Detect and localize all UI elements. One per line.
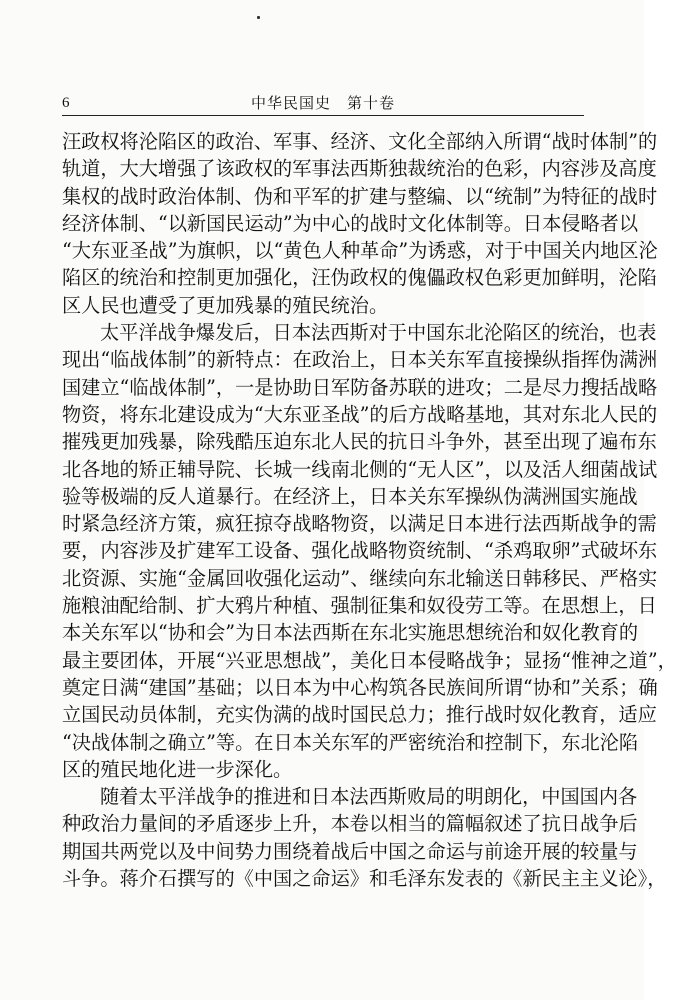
body-line: 北资源、实施“金属回收强化运动”、继续向东北输送日韩移民、严格实 <box>62 566 658 590</box>
body-line: 时紧急经济方策，疯狂掠夺战略物资，以满足日本进行法西斯战争的需 <box>62 512 657 536</box>
body-line: 北各地的矫正辅导院、长城一线南北侧的“无人区”，以及活人细菌战试 <box>62 457 658 481</box>
body-line: 立国民动员体制，充实伪满的战时国民总力；推行战时奴化教育，适应 <box>62 703 657 727</box>
running-title: 中华民国史 第十卷 <box>250 94 395 112</box>
page-header <box>62 93 584 119</box>
body-line: 汪政权将沦陷区的政治、军事、经济、文化全部纳入所谓“战时体制”的 <box>62 130 658 153</box>
body-line: 国建立“临战体制”，一是协助日军防备苏联的进攻；二是尽力搜括战略 <box>62 375 658 399</box>
body-line: 区的殖民地化进一步深化。 <box>62 757 293 781</box>
body-line: 斗争。蒋介石撰写的《中国之命运》和毛泽东发表的《新民主主义论》， <box>62 867 667 891</box>
body-line: 太平洋战争爆发后，日本法西斯对于中国东北沦陷区的统治，也表 <box>100 321 657 345</box>
body-line: 施粮油配给制、扩大鸦片种植、强制征集和奴役劳工等。在思想上，日 <box>62 594 657 618</box>
body-line: 随着太平洋战争的推进和日本法西斯败局的明朗化，中国国内各 <box>100 785 638 809</box>
body-line: 种政治力量间的矛盾逐步上升，本卷以相当的篇幅叙述了抗日战争后 <box>62 812 638 836</box>
body-line: 区人民也遭受了更加残暴的殖民统治。 <box>62 293 389 317</box>
body-line: 陷区的统治和控制更加强化，汪伪政权的傀儡政权色彩更加鲜明，沦陷 <box>62 266 657 290</box>
body-line: 期国共两党以及中间势力围绕着战后中国之命运与前途开展的较量与 <box>62 839 638 863</box>
body-line: 验等极端的反人道暴行。在经济上，日本关东军操纵伪满洲国实施战 <box>62 484 638 508</box>
body-line: 摧残更加残暴，除残酷压迫东北人民的抗日斗争外，甚至出现了遍布东 <box>62 430 657 454</box>
body-line: “大东亚圣战”为旗帜，以“黄色人种革命”为诱惑，对于中国关内地区沦 <box>62 239 658 263</box>
body-line: 本关东军以“协和会”为日本法西斯在东北实施思想统治和奴化教育的 <box>62 621 639 645</box>
body-line: 经济体制、“以新国民运动”为中心的战时文化体制等。日本侵略者以 <box>62 211 639 235</box>
body-line: 轨道，大大增强了该政权的军事法西斯独裁统治的色彩，内容涉及高度 <box>62 157 657 181</box>
body-line: 要，内容涉及扩建军工设备、强化战略物资统制、“杀鸡取卵”式破坏东 <box>62 539 658 563</box>
page-number: 6 <box>62 95 70 111</box>
body-line: 现出“临战体制”的新特点：在政治上，日本关东军直接操纵指挥伪满洲 <box>62 348 658 372</box>
body-text <box>62 128 677 892</box>
body-line: 物资，将东北建设成为“大东亚圣战”的后方战略基地，其对东北人民的 <box>62 402 658 426</box>
body-line: 奠定日满“建国”基础；以日本为中心构筑各民族间所谓“协和”关系；确 <box>62 675 658 699</box>
header-rule <box>62 115 584 116</box>
body-line: 集权的战时政治体制、伪和平军的扩建与整编、以“统制”为特征的战时 <box>62 184 658 208</box>
body-line: “决战体制之确立”等。在日本关东军的严密统治和控制下，东北沦陷 <box>62 730 639 754</box>
scan-speck <box>257 16 260 19</box>
body-line: 最主要团体，开展“兴亚思想战”，美化日本侵略战争；显扬“惟神之道”， <box>62 648 677 672</box>
